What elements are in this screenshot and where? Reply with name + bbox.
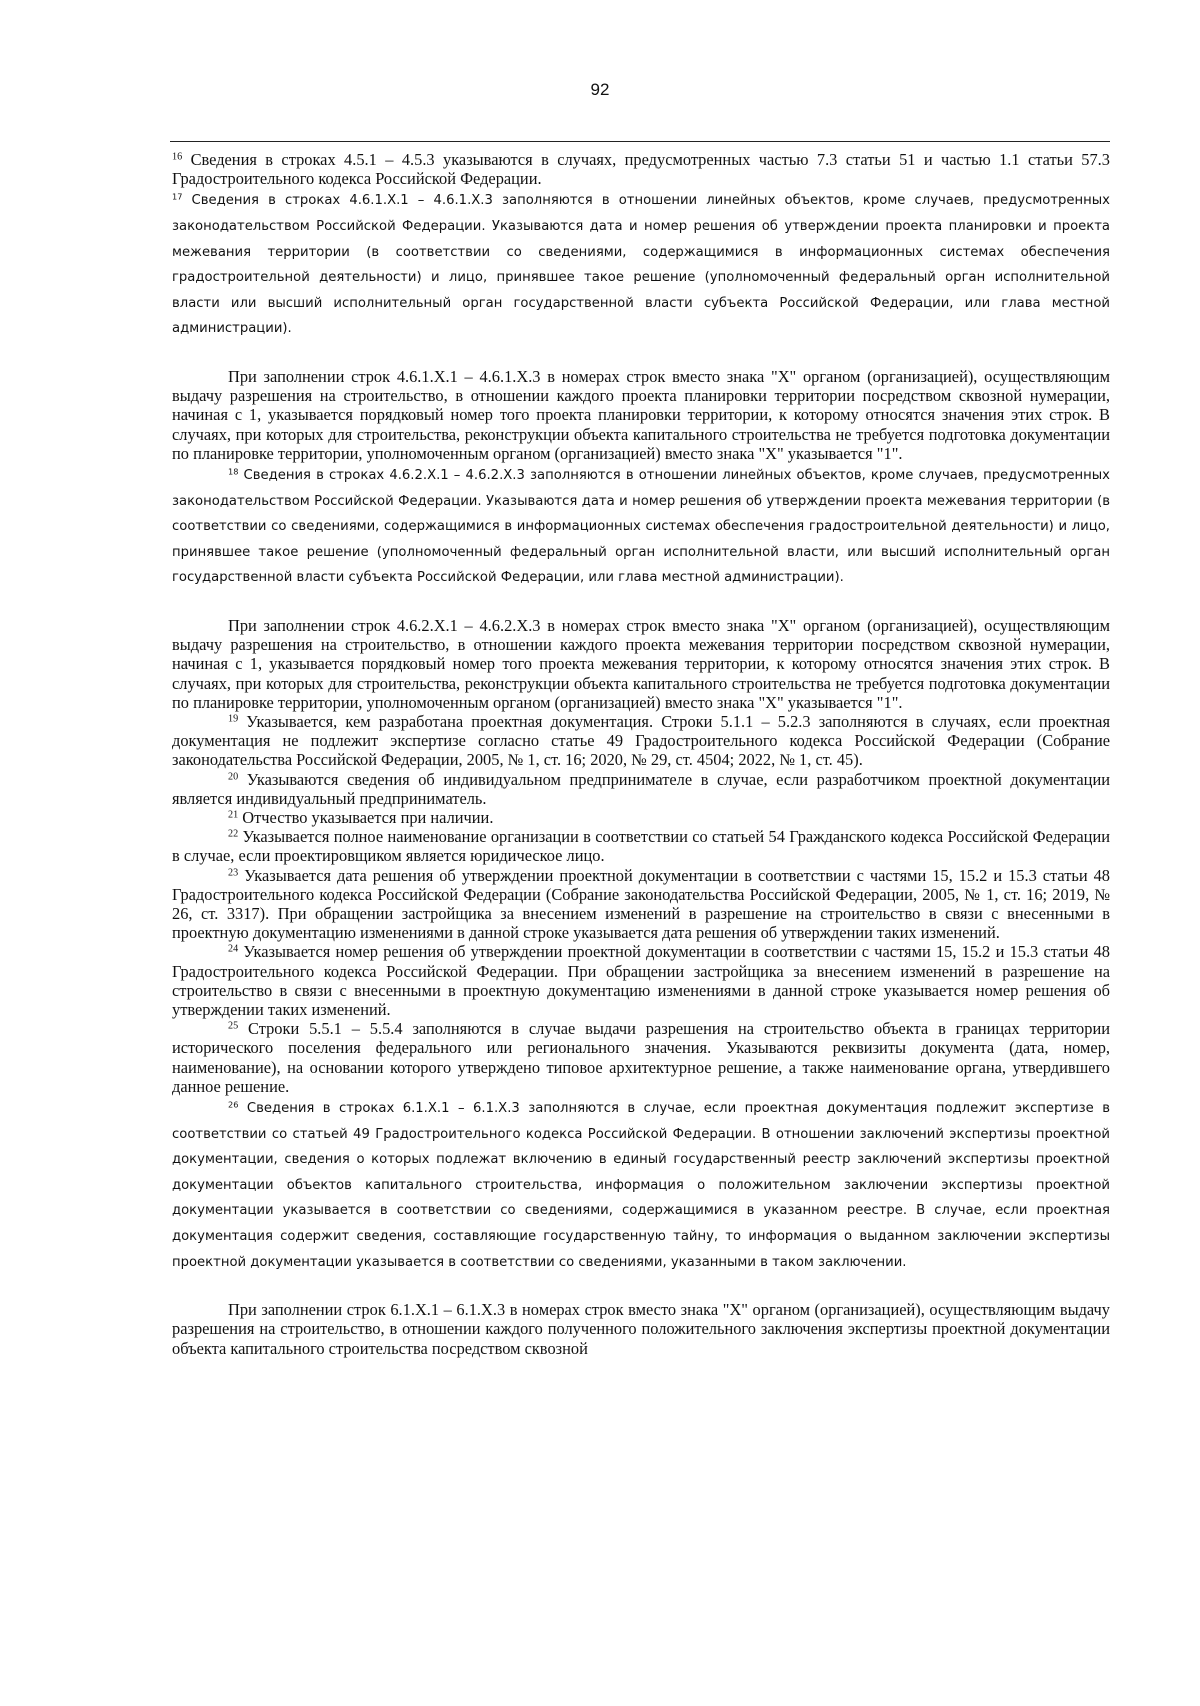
footnote-text: Указывается, кем разработана проектная документация. Строки 5.1.1 – 5.2.3 заполняются в случаях, если проектная документация не подлежит экспертизе согласно статье 49 Градостроительного кодекса Российской Федерации (Собрание законодательства Российской Федерации, 2005, № 1, ст. 16; 2020, № 29, ст. 4504; 2022, № 1, ст. 45). [172, 711, 1110, 770]
footnote-17 [172, 188, 1110, 342]
footnote-marker: 21 [228, 809, 239, 821]
footnote-text: Указывается номер решения об утверждении проектной документации в соответствии с частями 15, 15.2 и 15.3 статьи 48 Градостроительного кодекса Российской Федерации. При обращении застройщика за внесением изменений в разрешение на строительство в связи с внесенными в проектную документацию изменениями в данной строке указывается номер решения об утверждении таких изменений. [172, 942, 1110, 1020]
footnote-text: Строки 5.5.1 – 5.5.4 заполняются в случае выдачи разрешения на строительство объекта в границах территории исторического поселения федерального или регионального значения. Указываются реквизиты документа (дата, номер, наименование), на основании которого утверждено типовое архитектурное решение, а также наименование органа, утвердившего данное решение. [172, 1019, 1110, 1096]
footnote-text: Указываются сведения об индивидуальном предпринимателе в случае, если разработчиком проектной документации является индивидуальный предприниматель. [172, 769, 1110, 808]
page-number: 92 [590, 80, 610, 99]
paragraph-gap [172, 1275, 1110, 1300]
footnote-23 [172, 866, 1110, 943]
footnote-16 [172, 150, 1110, 188]
footnote-text: Сведения в строках 4.6.1.X.1 – 4.6.1.X.3 заполняются в отношении линейных объектов, кроме случаев, предусмотренных законодательством Российской Федерации. Указываются дата и номер решения об утверждении проекта планировки и проекта межевания территории (в соответствии со сведениями, содержащимися в информационных системах обеспечения градостроительной деятельности) и лицо, принявшее такое решение (уполномоченный федеральный орган исполнительной власти или высший исполнительный орган государственной власти субъекта Российской Федерации, или глава местной администрации). [172, 193, 1110, 337]
paragraph: При заполнении строк 4.6.2.X.1 – 4.6.2.X.3 в номерах строк вместо знака "X" органом (организацией), осуществляющим выдачу разрешения на строительство, в отношении каждого проекта межевания территории посредством сквозной нумерации, начиная с 1, указывается порядковый номер того проекта межевания территории, к которому относятся значения этих строк. В случаях, при которых для строительства, реконструкции объекта капитального строительства не требуется подготовка документации по планировке территории, уполномоченным органом (организацией) вместо знака "X" указывается "1". [172, 615, 1110, 712]
footnote-25 [172, 1019, 1110, 1096]
footnote-marker: 25 [228, 1020, 239, 1032]
footnote-marker: 19 [228, 713, 239, 725]
footnote-marker: 17 [172, 191, 183, 202]
footnote-text: Сведения в строках 4.5.1 – 4.5.3 указываются в случаях, предусмотренных частью 7.3 статьи 51 и частью 1.1 статьи 57.3 Градостроительного кодекса Российской Федерации. [172, 150, 1110, 189]
footnote-22 [172, 827, 1110, 865]
footnote-text: Сведения в строках 4.6.2.X.1 – 4.6.2.X.3 заполняются в отношении линейных объектов, кроме случаев, предусмотренных законодательством Российской Федерации. Указываются дата и номер решения об утверждении проекта межевания территории (в соответствии со сведениями, содержащимися в информационных системах обеспечения градостроительной деятельности) и лицо, принявшее такое решение (уполномоченный федеральный орган исполнительной власти, или высший исполнительный орган государственной власти субъекта Российской Федерации, или глава местной администрации). [172, 467, 1110, 586]
footnote-19 [172, 712, 1110, 770]
footnote-marker: 23 [228, 867, 239, 879]
footnote-marker: 18 [228, 466, 239, 477]
footnote-separator [170, 141, 1110, 142]
footnote-24 [172, 942, 1110, 1019]
footnote-marker: 22 [228, 828, 239, 840]
paragraph: При заполнении строк 6.1.X.1 – 6.1.X.3 в номерах строк вместо знака "X" органом (организацией), осуществляющим выдачу разрешения на строительство, в отношении каждого полученного положительного заключения экспертизы проектной документации объекта капитального строительства посредством сквозной [172, 1300, 1110, 1358]
footnote-marker: 16 [172, 151, 183, 163]
footnote-text: Сведения в строках 6.1.X.1 – 6.1.X.3 заполняются в случае, если проектная документация подлежит экспертизе в соответствии со статьей 49 Градостроительного кодекса Российской Федерации. В отношении заключений экспертизы проектной документации, сведения о которых подлежат включению в единый государственный реестр заключений экспертизы проектной документации объектов капитального строительства, информация о положительном заключении экспертизы проектной документации указывается в соответствии со сведениями, содержащимися в указанном реестре. В случае, если проектная документация содержит сведения, составляющие государственную тайну, то информация о выданном заключении экспертизы проектной документации указывается в соответствии со сведениями, указанными в таком заключении. [172, 1101, 1110, 1270]
footnote-26 [172, 1096, 1110, 1275]
paragraph-gap [172, 591, 1110, 616]
footnote-marker: 26 [228, 1099, 239, 1110]
footnotes-body [172, 150, 1110, 1358]
footnote-21 [172, 808, 1110, 827]
paragraph: При заполнении строк 4.6.1.X.1 – 4.6.1.X.3 в номерах строк вместо знака "X" органом (организацией), осуществляющим выдачу разрешения на строительство, в отношении каждого проекта планировки территории посредством сквозной нумерации, начиная с 1, указывается порядковый номер того проекта планировки территории, к которому относятся значения этих строк. В случаях, при которых для строительства, реконструкции объекта капитального строительства не требуется подготовка документации по планировке территории, уполномоченным органом (организацией) вместо знака "X" указывается "1". [172, 366, 1110, 463]
footnote-text: Отчество указывается при наличии. [242, 807, 494, 827]
footnote-18 [172, 463, 1110, 591]
paragraph-gap [172, 342, 1110, 367]
footnote-marker: 20 [228, 771, 239, 782]
footnote-20 [172, 770, 1110, 808]
footnote-text: Указывается полное наименование организации в соответствии со статьей 54 Гражданского кодекса Российской Федерации в случае, если проектировщиком является юридическое лицо. [172, 827, 1110, 866]
footnote-text: Указывается дата решения об утверждении проектной документации в соответствии с частями 15, 15.2 и 15.3 статьи 48 Градостроительного кодекса Российской Федерации (Собрание законодательства Российской Федерации, 2005, № 1, ст. 16; 2019, № 26, ст. 3317). При обращении застройщика за внесением изменений в разрешение на строительство в связи с внесенными в проектную документацию изменениями в данной строке указывается дата решения об утверждении таких изменений. [172, 865, 1110, 943]
footnote-marker: 24 [228, 943, 239, 955]
